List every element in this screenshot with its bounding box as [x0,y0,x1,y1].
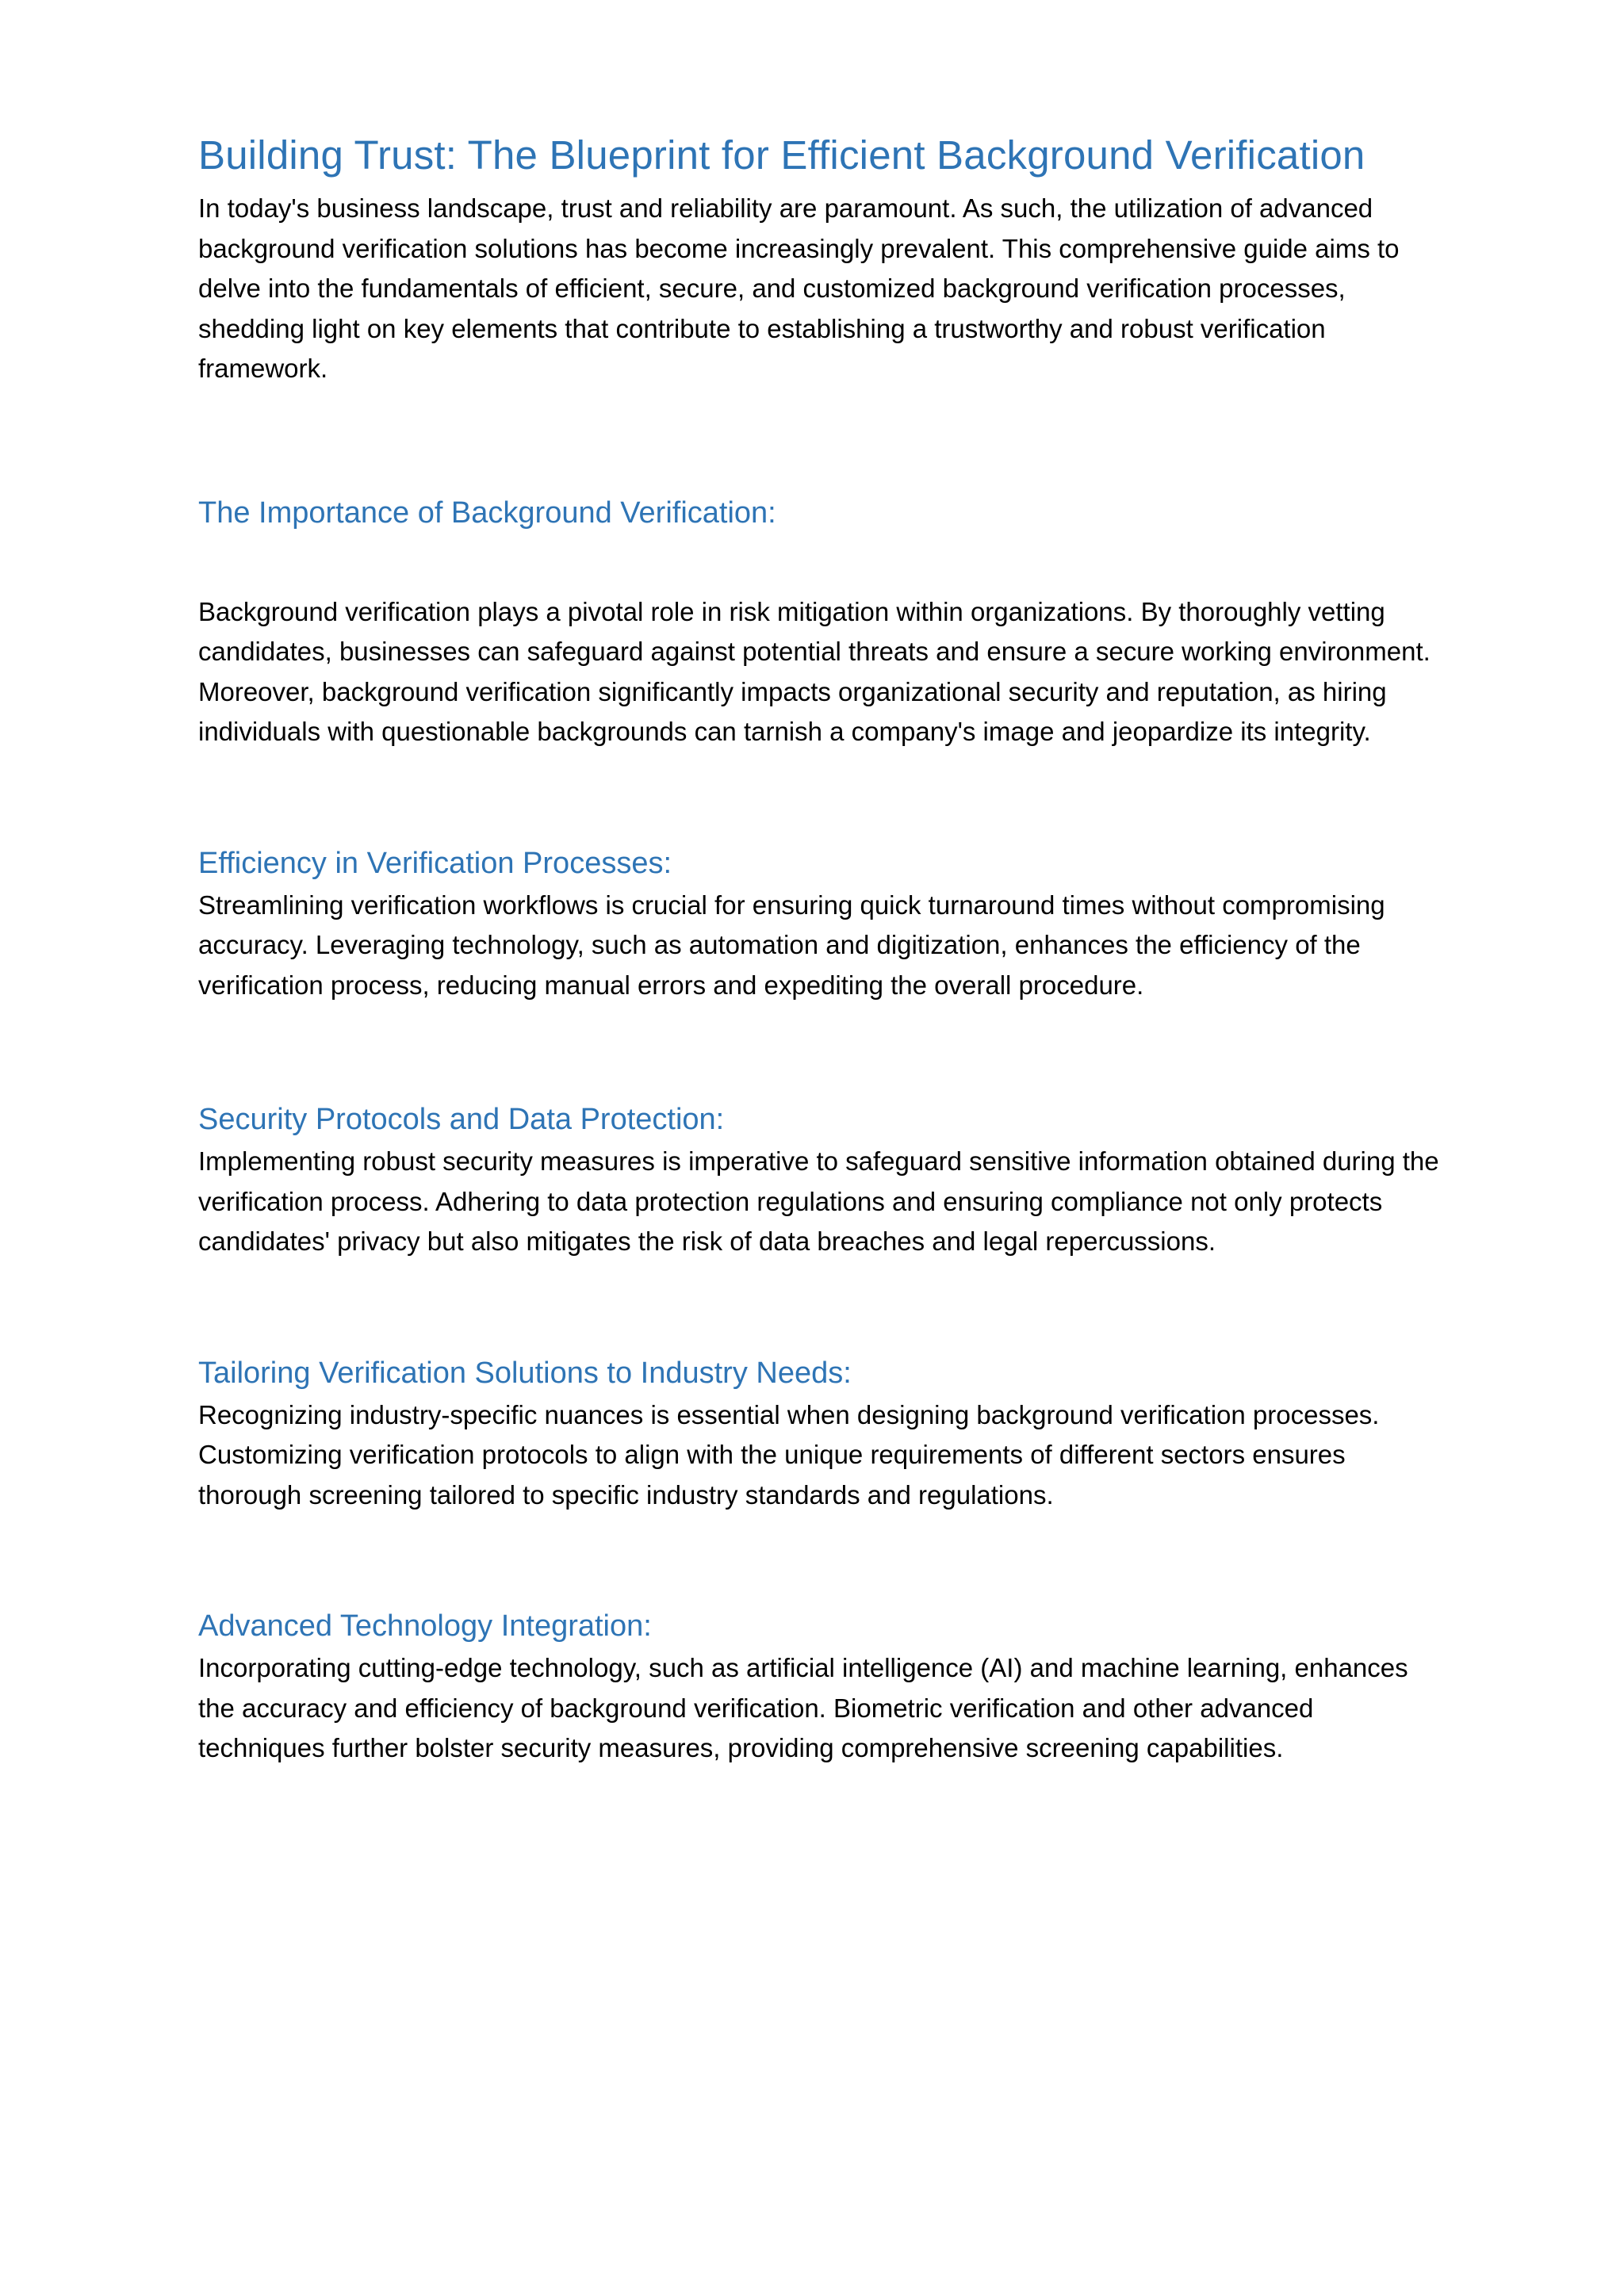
section-heading-security: Security Protocols and Data Protection: [198,1103,725,1136]
section-body-security: Implementing robust security measures is imperative to safeguard sensitive information obtained during the verification process. Adhering to data protection regulations and ensuring compliance not only protects candidates' privacy but also mitigates the risk of data breaches and legal repercussions. [198,1146,1439,1256]
section-body-tailoring: Recognizing industry-specific nuances is essential when designing background verification processes. Customizing verification protocols to align with the unique requirements of different sectors ensures thorough screening tailored to specific industry standards and regulations. [198,1399,1380,1510]
section-body-advanced-technology: Incorporating cutting-edge technology, such as artificial intelligence (AI) and machine learning, enhances the accuracy and efficiency of background verification. Biometric verification and other advanced techniques further bolster security measures, providing comprehensive screening capabilities. [198,1653,1408,1762]
section-heading-advanced-technology: Advanced Technology Integration: [198,1609,652,1643]
section-heading-tailoring: Tailoring Verification Solutions to Industry Needs: [198,1356,852,1390]
section-heading-efficiency: Efficiency in Verification Processes: [198,846,672,880]
section-heading-importance: The Importance of Background Verification: [198,496,776,530]
document-title: Building Trust: The Blueprint for Efficient Background Verification [198,132,1365,178]
intro-paragraph: In today's business landscape, trust and reliability are paramount. As such, the utilization of advanced background verification solutions has become increasingly prevalent. This comprehensive guide aims to delve into the fundamentals of efficient, secure, and customized background verification processes, shedding light on key elements that contribute to establishing a trustworthy and robust verification framework. [198,193,1400,383]
document-content [198,127,1447,1769]
section-body-importance: Background verification plays a pivotal role in risk mitigation within organizations. By thoroughly vetting candidates, businesses can safeguard against potential threats and ensure a secure working environment. Moreover, background verification significantly impacts organizational security and reputation, as hiring individuals with questionable backgrounds can tarnish a company's image and jeopardize its integrity. [198,596,1431,746]
section-body-efficiency: Streamlining verification workflows is crucial for ensuring quick turnaround times without compromising accuracy. Leveraging technology, such as automation and digitization, enhances the efficiency of the verification process, reducing manual errors and expediting the overall procedure. [198,890,1385,1000]
